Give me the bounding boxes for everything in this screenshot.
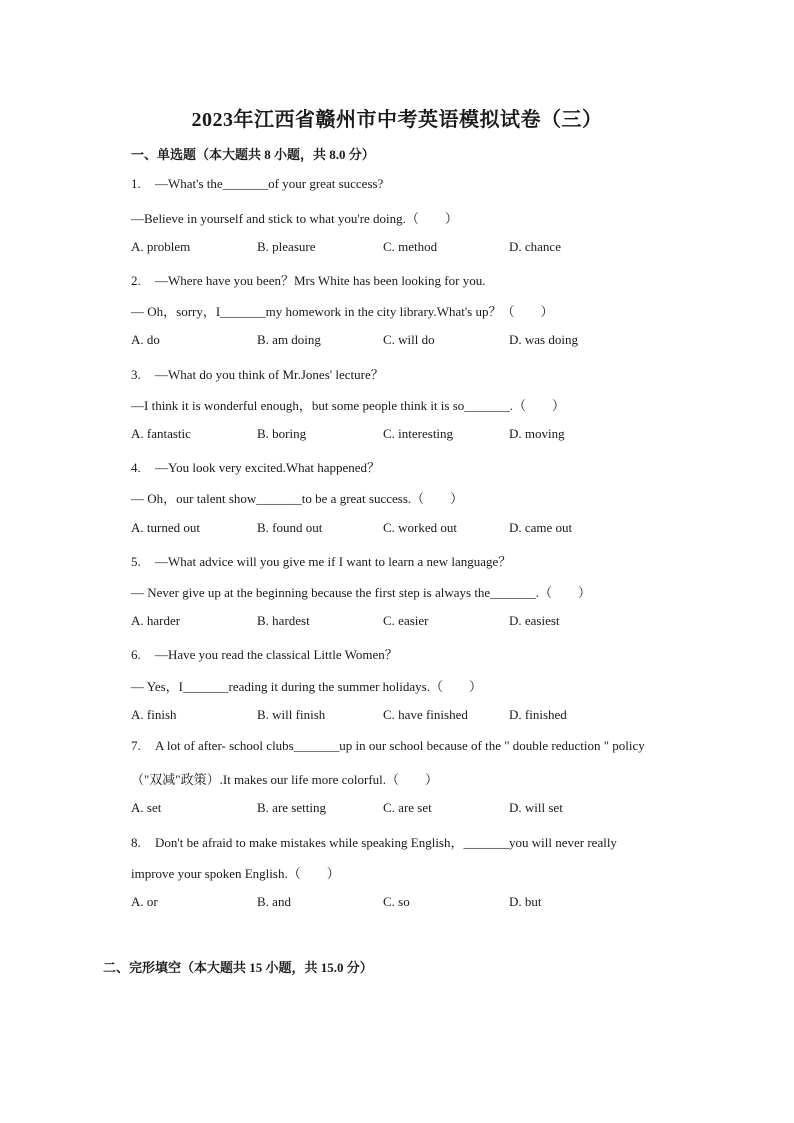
question-number: 3.: [131, 367, 141, 382]
option-b: B. hardest: [257, 613, 310, 628]
stem-text: —You look very excited.What happened？: [155, 460, 381, 475]
question-reply: — Never give up at the beginning because the first step is always the_______.（ ）: [131, 585, 591, 600]
question-number: 2.: [131, 273, 141, 288]
stem-text: —Where have you been？Mrs White has been looking for you.: [155, 273, 486, 288]
stem-text: —What's the_______of your great success?: [155, 176, 384, 191]
question-stem: [131, 644, 398, 663]
option-b: B. will finish: [257, 707, 326, 722]
option-a: A. finish: [131, 707, 177, 722]
question-stem: [131, 457, 380, 476]
option-a: A. fantastic: [131, 426, 191, 441]
question-reply: — Yes，I_______reading it during the summer holidays.（ ）: [131, 679, 482, 694]
option-d: D. came out: [509, 520, 573, 535]
question-stem: [131, 738, 645, 754]
option-c: C. interesting: [383, 426, 454, 441]
stem-text: A lot of after- school clubs_______up in our school because of the " double reduction " policy: [155, 738, 645, 753]
option-d: D. moving: [509, 426, 565, 441]
question-stem: [131, 364, 384, 383]
question-stem: [131, 270, 485, 289]
option-b: B. and: [257, 894, 291, 909]
option-a: A. harder: [131, 613, 181, 628]
question-reply: —I think it is wonderful enough，but some people think it is so_______.（ ）: [131, 398, 566, 413]
option-d: D. chance: [509, 239, 561, 254]
question-stem: [131, 176, 383, 192]
option-a: A. problem: [131, 239, 191, 254]
option-c: C. will do: [383, 332, 435, 347]
stem-text: —Have you read the classical Little Women？: [155, 647, 398, 662]
question-number: 5.: [131, 554, 141, 569]
option-a: A. set: [131, 800, 162, 815]
question-reply: （"双减"政策）.It makes our life more colorful.（ ）: [131, 772, 439, 787]
option-c: C. easier: [383, 613, 429, 628]
option-c: C. method: [383, 239, 438, 254]
option-c: C. are set: [383, 800, 432, 815]
option-b: B. boring: [257, 426, 307, 441]
stem-text: Don't be afraid to make mistakes while speaking English，_______you will never really: [155, 835, 617, 850]
option-b: B. found out: [257, 520, 323, 535]
option-c: C. worked out: [383, 520, 458, 535]
question-number: 1.: [131, 176, 141, 191]
question-number: 8.: [131, 835, 141, 850]
question-reply: —Believe in yourself and stick to what you're doing.（ ）: [131, 211, 458, 226]
exam-title: 2023年江西省赣州市中考英语模拟试卷（三）: [191, 109, 603, 131]
option-a: A. do: [131, 332, 160, 347]
question-number: 6.: [131, 647, 141, 662]
option-b: B. are setting: [257, 800, 326, 815]
options-row: [131, 707, 691, 723]
option-a: A. or: [131, 894, 158, 909]
options-row: [131, 426, 691, 442]
question-stem: [131, 832, 617, 851]
options-row: [131, 520, 691, 536]
question-number: 7.: [131, 738, 141, 753]
option-d: D. was doing: [509, 332, 578, 347]
section-heading-single-choice: 一、单选题（本大题共 8 小题，共 8.0 分）: [131, 147, 375, 162]
question-number: 4.: [131, 460, 141, 475]
option-b: B. am doing: [257, 332, 321, 347]
section-heading-cloze: 二、完形填空（本大题共 15 小题，共 15.0 分）: [103, 960, 373, 975]
option-a: A. turned out: [131, 520, 200, 535]
option-d: D. but: [509, 894, 542, 909]
option-d: D. easiest: [509, 613, 560, 628]
question-stem: [131, 551, 511, 570]
option-c: C. so: [383, 894, 410, 909]
options-row: [131, 332, 691, 348]
stem-text: —What advice will you give me if I want to learn a new language？: [155, 554, 512, 569]
question-reply: — Oh，sorry，I_______my homework in the city library.What's up？（ ）: [131, 304, 554, 319]
option-c: C. have finished: [383, 707, 468, 722]
options-row: [131, 800, 691, 816]
options-row: [131, 239, 691, 255]
option-d: D. finished: [509, 707, 567, 722]
options-row: [131, 613, 691, 629]
options-row: [131, 894, 691, 910]
option-b: B. pleasure: [257, 239, 316, 254]
question-reply: — Oh，our talent show_______to be a great success.（ ）: [131, 491, 464, 506]
stem-text: —What do you think of Mr.Jones' lecture？: [155, 367, 384, 382]
option-d: D. will set: [509, 800, 563, 815]
question-reply: improve your spoken English.（ ）: [131, 866, 340, 881]
